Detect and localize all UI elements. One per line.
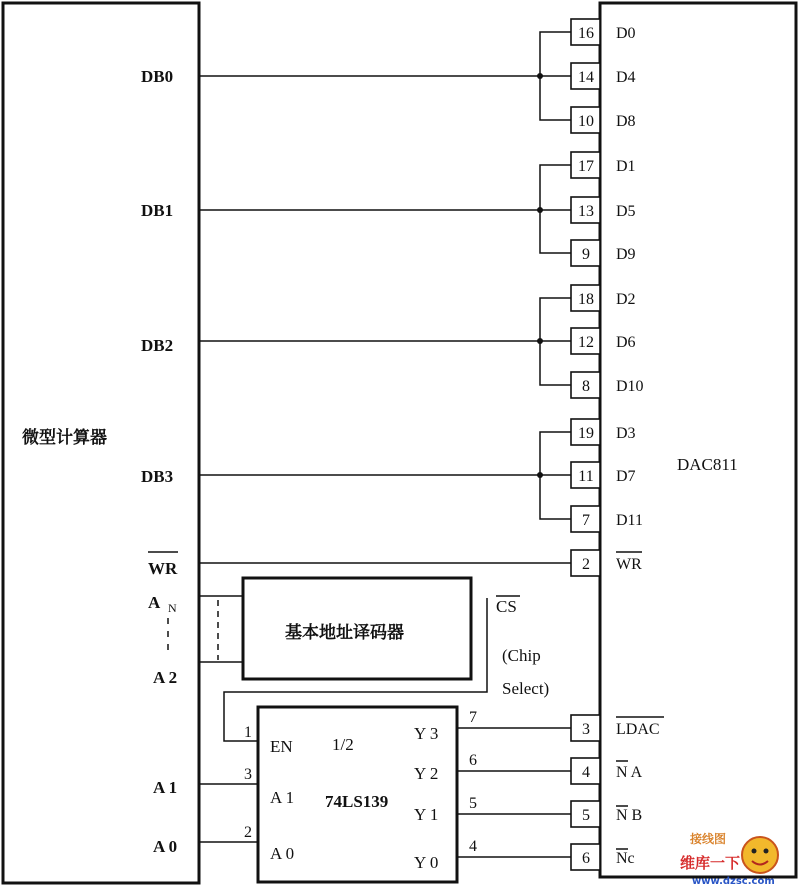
ls139-y3: Y 3 — [414, 724, 439, 743]
ls139-y0: Y 0 — [414, 853, 439, 872]
microcomputer-label: 微型计算器 — [22, 428, 107, 448]
dac-pin-number: 12 — [578, 334, 594, 351]
dac-pin-number: 8 — [582, 378, 590, 395]
watermark-top: 接线图 — [690, 832, 727, 846]
dac-pin-number: 5 — [582, 807, 590, 824]
dac-pin-number: 9 — [582, 246, 590, 263]
ls139-pin-a1: 3 — [244, 766, 252, 783]
dac-pin-number: 17 — [578, 158, 594, 175]
port-a2: A 2 — [153, 668, 178, 687]
dac-pin-number: 14 — [578, 69, 594, 86]
dac-pin-number: 7 — [582, 512, 590, 529]
ls139-en: EN — [270, 737, 293, 756]
dac-pin-name: D5 — [616, 203, 636, 220]
dac-pin-name: D0 — [616, 25, 636, 42]
dac-pin-name: D8 — [616, 113, 636, 130]
port-wr: WR — [148, 559, 178, 578]
port-db3: DB3 — [141, 467, 174, 486]
dac-pin-number: 2 — [582, 556, 590, 573]
ls139-part: 74LS139 — [325, 792, 389, 811]
dac-pin-name: D6 — [616, 334, 636, 351]
port-a0: A 0 — [153, 837, 178, 856]
dac-pin-number: 16 — [578, 25, 594, 42]
dac-pin-number: 6 — [582, 850, 590, 867]
dac-pin-name: D1 — [616, 158, 636, 175]
ls139-y2: Y 2 — [414, 764, 439, 783]
dac-pin-name: D2 — [616, 291, 636, 308]
port-db0: DB0 — [141, 67, 174, 86]
chip-select-line1: (Chip — [502, 646, 541, 665]
dac-pin-name: D7 — [616, 468, 636, 485]
ls139-y1: Y 1 — [414, 805, 439, 824]
ls139-pin-y2: 6 — [469, 752, 477, 769]
dac-pin-number: 4 — [582, 764, 590, 781]
ls139-a1: A 1 — [270, 788, 295, 807]
ls139-pin-en: 1 — [244, 724, 252, 741]
dac-pin-name: D4 — [616, 69, 636, 86]
dac-pin-name: N B — [616, 807, 643, 824]
port-db2: DB2 — [141, 336, 174, 355]
dac-pin-number: 19 — [578, 425, 594, 442]
dac-pin-number: 11 — [578, 468, 594, 485]
watermark-mascot-icon — [742, 837, 778, 873]
dac-pin-number: 10 — [578, 113, 594, 130]
dac-pin-name: D3 — [616, 425, 636, 442]
dac-pin-name: D11 — [616, 512, 643, 529]
dac-pin-name: LDAC — [616, 721, 660, 738]
dac-pin-number: 18 — [578, 291, 594, 308]
watermark-brand: 维库一下 — [680, 854, 741, 872]
ls139-pin-a0: 2 — [244, 824, 252, 841]
dac-pin-name: D10 — [616, 378, 644, 395]
ls139-fraction: 1/2 — [332, 735, 354, 754]
watermark-site: www.dzsc.com — [692, 876, 775, 887]
ls139-pin-y1: 5 — [469, 795, 477, 812]
ls139-pin-y3: 7 — [469, 709, 477, 726]
ls139-pin-y0: 4 — [469, 838, 477, 855]
dac-pin-name: WR — [616, 556, 642, 573]
dac-pin-name: D9 — [616, 246, 636, 263]
dac-pin-number: 3 — [582, 721, 590, 738]
dac-pin-number: 13 — [578, 203, 594, 220]
dac-pin-name: N A — [616, 764, 643, 781]
dac-pin-name: Nc — [616, 850, 635, 867]
dac811-label: DAC811 — [677, 455, 738, 474]
port-a1: A 1 — [153, 778, 178, 797]
data-bus-wires — [199, 32, 571, 563]
cs-label: CS — [496, 597, 517, 616]
port-an-subscript: N — [168, 601, 177, 615]
port-an: A — [148, 593, 161, 612]
address-decoder-label: 基本地址译码器 — [285, 623, 404, 643]
chip-select-line2: Select) — [502, 679, 550, 698]
ls139-a0: A 0 — [270, 844, 295, 863]
port-db1: DB1 — [141, 201, 174, 220]
